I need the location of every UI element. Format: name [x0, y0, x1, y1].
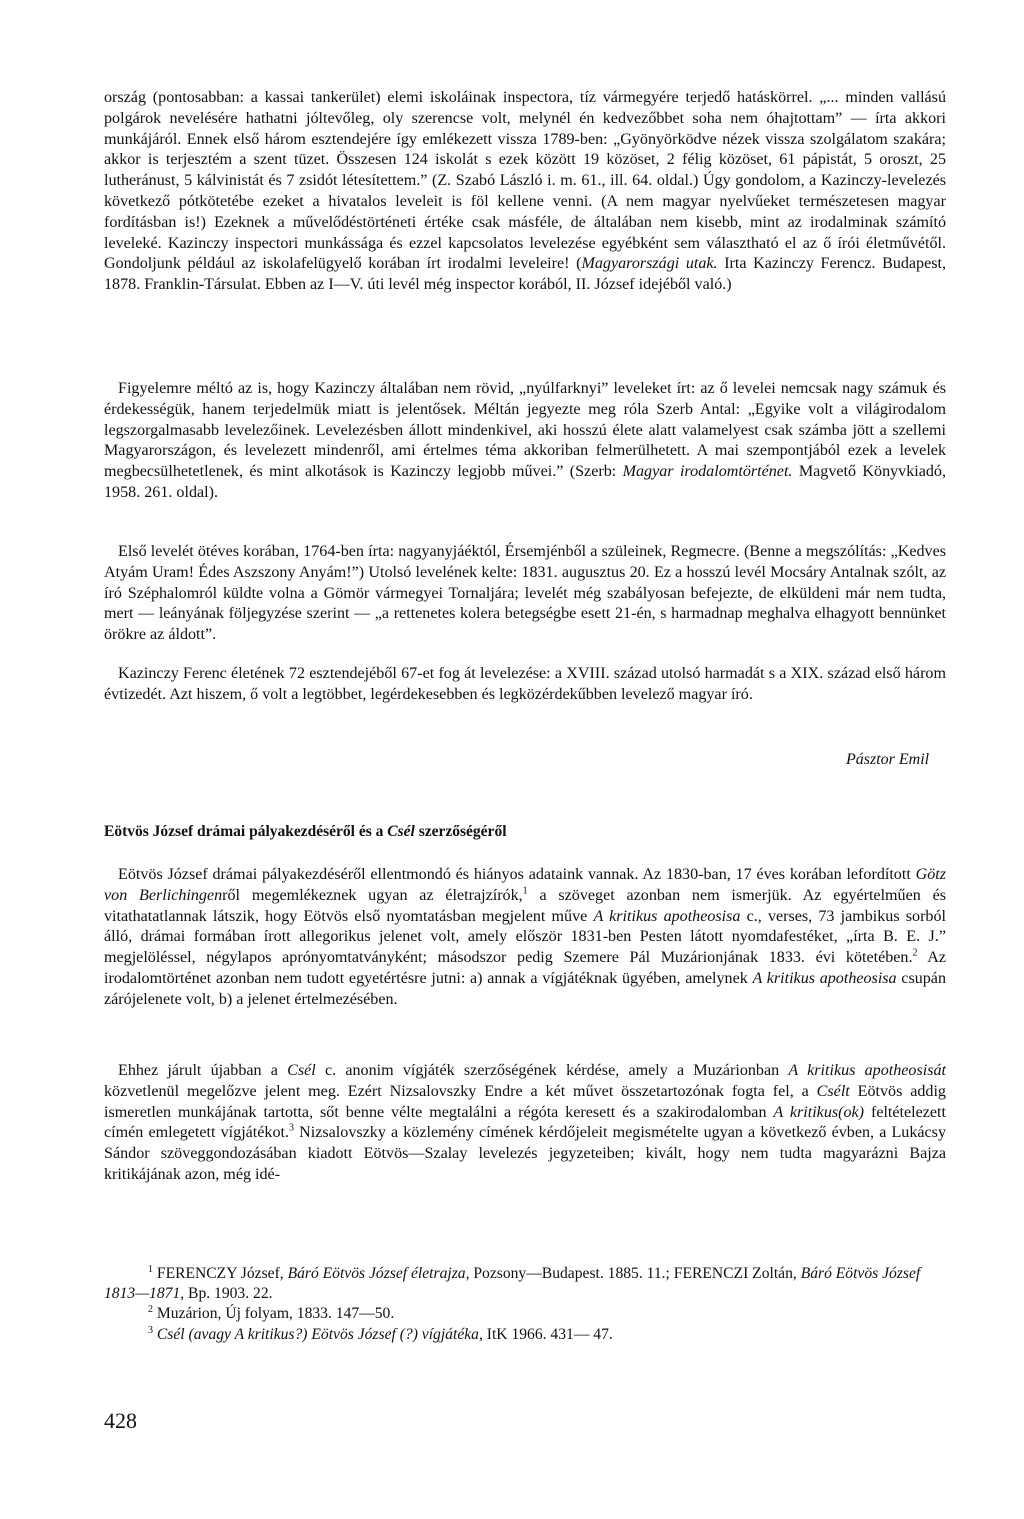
italic-title: A kritikus(ok)	[773, 1103, 865, 1121]
text-run: a szöveget azonban nem ismerjük. Az egyértelműen és vitathatatlannak látszik, hogy Eötvös első nyomtatásban megjelent műve	[104, 886, 946, 925]
text-run: Pozsony—Budapest. 1885. 11.; FERENCZI Zoltán,	[469, 1265, 801, 1282]
text-run: ország (pontosabban: a kassai tankerület) elemi iskoláinak inspectora, tíz vármegyére terjedő hatáskörrel. „... minden vallású polgárok nevelésére hathatni jóltevőleg, oly szerencse volt, melynél én kedvezőbbet soha nem óhajtottam” — írta akkori munkájáról. Ennek első három esztendejére így emlékezett vissza 1789-ben: „Gyönyörködve nézek vissza szolgálatom szakára; akkor is terjesztém a szent tüzet. Összesen 124 iskolát s ezek között 19 közöset, 2 félig közöset, 61 pápistát, 5 oroszt, 25 lutheránust, 5 kálvinistát és 7 zsidót létesítettem.” (Z. Szabó László i. m. 61., ill. 64. oldal.) Úgy gondolom, a Kazinczy-levelezés következő pótkötetébe ezeket a hivatalos leveleit is föl kellene venni. (A nem magyar nyelvűeket természetesen magyar fordításban is!) Ezeknek a művelődéstörténeti értéke csak másféle, de általában nem kisebb, mint az irodalminak számító leveleké. Kazinczy inspectori munkássága és ezzel kapcsolatos levelezése egyébként sem választható el az ő írói életművétől. Gondoljunk például az iskolafelügyelő korában írt irodalmi leveleire! (	[104, 89, 946, 273]
italic-title: A kritikus apotheosisa	[593, 907, 741, 925]
text-run: Kazinczy Ferenc életének 72 esztendejéből 67-et fog át levelezése: a XVIII. század utolsó harmadát s a XIX. század első három évtizedét. Azt hiszem, ő volt a legtöbbet, legérdekesebben és legközérdekűbben levelező magyar író.	[104, 665, 946, 703]
italic-title: Báró Eötvös József életrajza,	[287, 1265, 470, 1282]
italic-title: A kritikus apotheosisát	[788, 1062, 946, 1079]
paragraph-szerb-quote	[104, 379, 946, 504]
text-run: feltételezett címén emlegetett vígjátékot.	[104, 1103, 947, 1142]
text-run: Az irodalomtörténet azonban nem tudott egyetértésre jutni: a) annak a vígjátéknak ügyében, amelynek	[104, 949, 946, 987]
text-run: ről megemlékeznek ugyan az életrajzírók,	[222, 886, 523, 904]
footnote-1	[104, 1264, 946, 1304]
italic-title: Magyar irodalomtörténet.	[622, 463, 793, 481]
heading-text: szerzőségéről	[414, 823, 507, 840]
footnote-ref: 1	[522, 885, 528, 897]
text-run: FERENCZY József,	[153, 1265, 288, 1282]
text-run: c. anonim vígjáték szerzőségének kérdése, amely a Muzárionban	[315, 1062, 789, 1079]
paragraph-text	[104, 865, 946, 1011]
italic-title: A kritikus apotheosisa	[752, 969, 897, 987]
heading-text: Eötvös József drámai pályakezdéséről és a	[104, 823, 388, 840]
paragraph-first-last-letter	[104, 542, 946, 646]
italic-title: Götz von Berlichingen	[104, 866, 946, 904]
heading-italic: Csél	[387, 823, 415, 840]
text-run: csupán zárójelenete volt, b) a jelenet értelmezésében.	[104, 969, 946, 1008]
text-run: Első levelét ötéves korában, 1764-ben írta: nagyanyjáéktól, Érsemjénből a szüleinek, Regmecre. (Benne a megszólítás: „Kedves Atyám Uram! Édes Aszszony Anyám!”) Utolsó levelének kelte: 1831. augusztus 20. Ez a hosszú levél Mocsáry Antalnak szólt, az író Széphalomról küldte volna a Gömör vármegyei Tornaljára; levelét még szabályosan befejezte, de elküldeni már nem tudta, mert — leányának följegyzése szerint — „a rettenetes kolera betegségbe esett 21-én, s harmadnap meghalva elhagyott bennünket örökre az áldott”.	[104, 543, 946, 644]
paragraph-text	[104, 379, 946, 504]
paragraph-csel-authorship	[104, 1061, 946, 1186]
paragraph-eotvos-drama	[104, 865, 946, 1011]
paragraph-text	[104, 88, 946, 296]
paragraph-text	[104, 542, 946, 646]
footnote-number: 3	[148, 1324, 153, 1336]
text-run: c., verses, 73 jambikus sorból álló, drámai formában írott allegorikus jelenet volt, amely először 1831-ben Pesten látott nyomdafestéket, „írta B. E. J.” megjelöléssel, négylapos aprónyomtatványként; másodszor pedig Szemere Pál Muzárionjának 1833. évi kötetében.	[104, 907, 946, 967]
italic-title: Magyarországi utak.	[581, 255, 718, 273]
text-run: közvetlenül megelőzve jelent meg. Ezért Nizsalovszky Endre a két művet összetartozónak fogta fel, a	[104, 1082, 817, 1100]
text-run: Figyelemre méltó az is, hogy Kazinczy általában nem rövid, „nyúlfarknyi” leveleket írt: az ő levelei nemcsak nagy számuk és érdekességük, hanem terjedelmük miatt is jelentősek. Méltán jegyezte meg róla Szerb Antal: „Egyike volt a világirodalom legszorgalmasabb levelezőinek. Levelezésben állott mindenkivel, aki hosszú élete alatt valamelyest csak számba jött a szellemi Magyarországon, és levelezett mindenről, ami értelmes téma akkoriban felmerülhetett. A mai szempontjából ezek a levelek megbecsülhetetlenek, és mint alkotások is Kazinczy legjobb művei.” (Szerb:	[104, 380, 946, 481]
paragraph-text	[104, 1061, 946, 1186]
text-run: Bp. 1903. 22.	[184, 1285, 273, 1303]
text-run: Nizsalovszky a közlemény címének kérdőjeleit megismételte ugyan a következő évben, a Lukácsy Sándor szöveggondozásában kiadott Eötvös—Szalay levelezés jegyzeteiben; kivált, hogy nem tudta magyarázni Bajza kritikájának azon, még idé-	[104, 1124, 946, 1183]
footnote-3	[104, 1325, 946, 1345]
footnotes	[104, 1264, 946, 1345]
italic-title: Csél	[287, 1062, 316, 1079]
text-run: Ehhez járult újabban a	[118, 1062, 288, 1079]
paragraph-text	[104, 664, 946, 706]
footnote-number: 2	[148, 1304, 153, 1316]
footnote-number: 1	[148, 1263, 153, 1275]
footnote-ref: 2	[912, 947, 918, 959]
text-run: Eötvös József drámai pályakezdéséről ellentmondó és hiányos adataink vannak. Az 1830-ban, 17 éves korában lefordított	[118, 866, 916, 883]
section-heading	[104, 823, 946, 841]
text-run: Eötvös addig ismeretlen munkájának tartotta, sőt benne vélte megtalálni a régóta keresett és a szakirodalomban	[104, 1082, 946, 1121]
footnote-ref: 3	[289, 1123, 295, 1135]
paragraph-conclusion	[104, 664, 946, 706]
footnote-2	[104, 1304, 946, 1324]
paragraph-kazinczy-inspector	[104, 88, 946, 296]
text-run: ItK 1966. 431— 47.	[482, 1325, 613, 1343]
italic-title: Báró Eötvös József 1813—1871,	[104, 1265, 921, 1303]
text-run: Magvető Könyvkiadó, 1958. 261. oldal).	[104, 463, 947, 501]
text-run: Irta Kazinczy Ferencz. Budapest, 1878. Franklin-Társulat. Ebben az I—V. úti levél még inspector korából, II. József idejéből való.)	[104, 255, 947, 294]
author-signature: Pásztor Emil	[846, 751, 930, 768]
italic-title: Csélt	[816, 1082, 850, 1100]
page-number: 428	[104, 1408, 137, 1433]
text-run: Muzárion, Új folyam, 1833. 147—50.	[153, 1305, 395, 1323]
italic-title: Csél (avagy A kritikus?) Eötvös József (?) vígjátéka,	[156, 1325, 483, 1343]
